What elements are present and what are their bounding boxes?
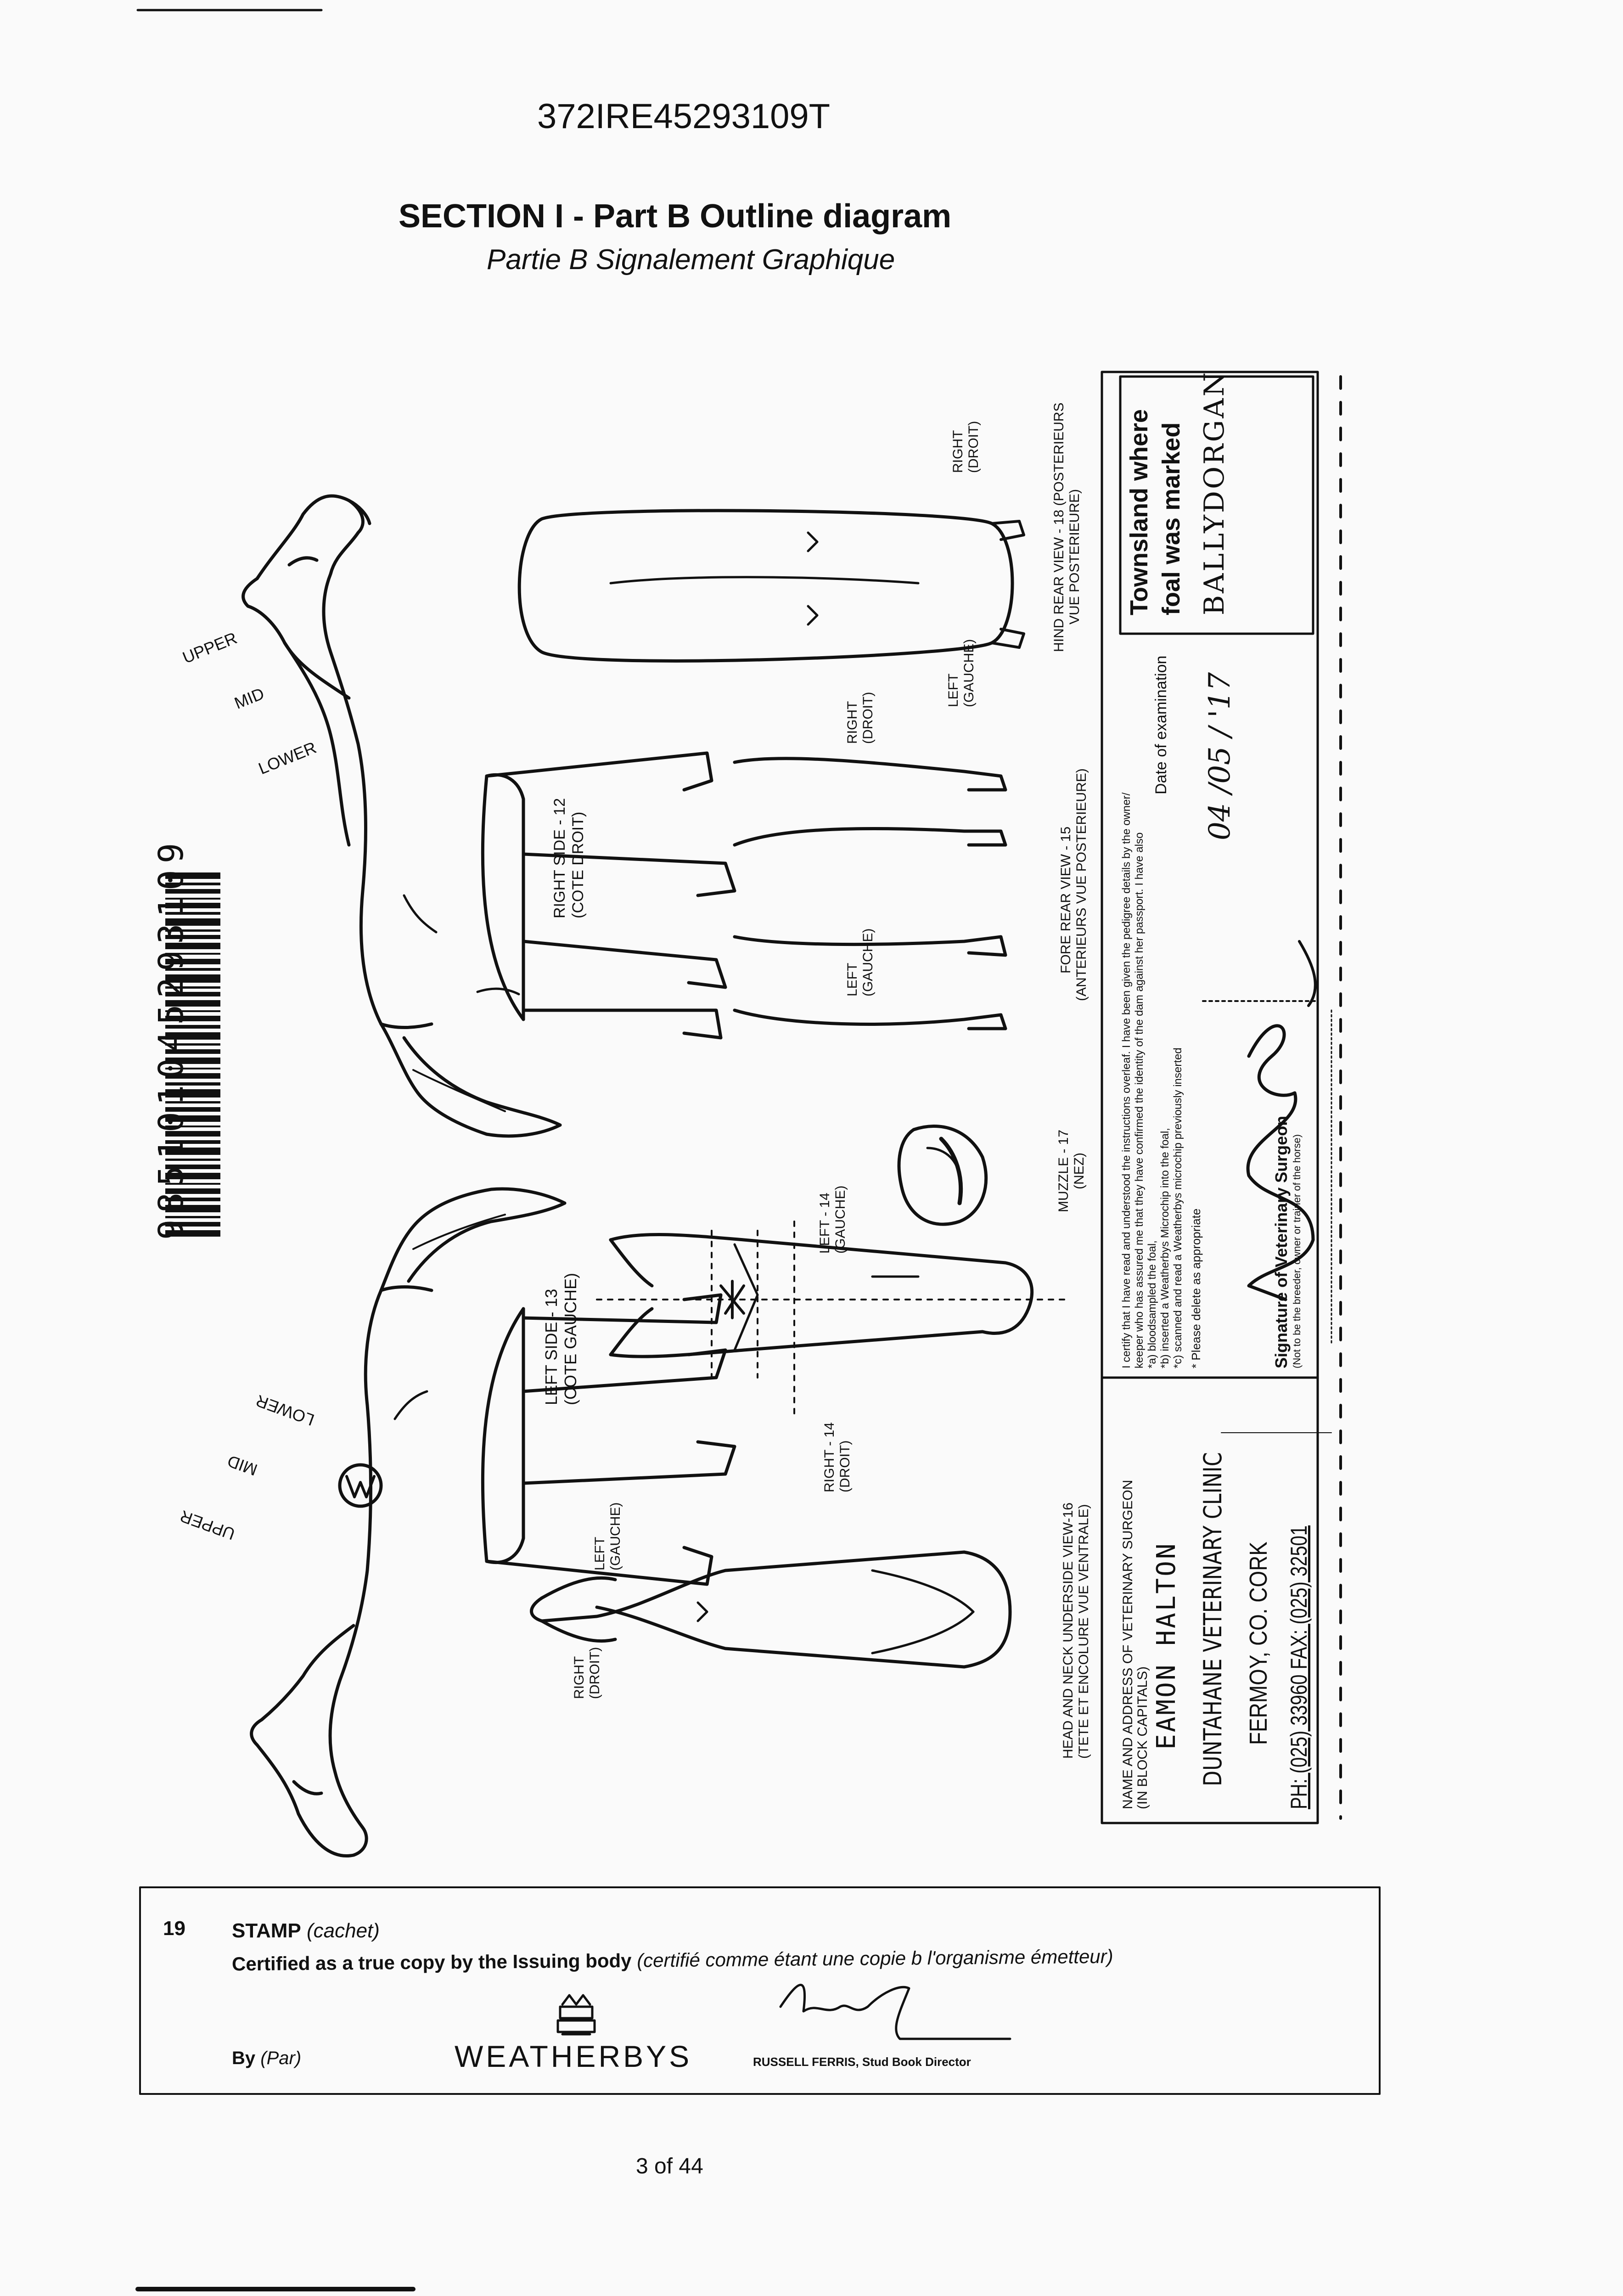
muzzle-outline [899, 1126, 986, 1225]
label-head-right: RIGHT - 14 [822, 1422, 837, 1492]
delete-note: * Please delete as appropriate [1189, 1208, 1203, 1368]
label-mid-top: MID [231, 684, 267, 713]
label-fore-left-fr: (GAUCHE) [860, 928, 876, 996]
label-lower-top: LOWER [255, 737, 319, 778]
section-subtitle: Partie B Signalement Graphique [487, 244, 895, 276]
label-hind-left: LEFT [946, 673, 961, 707]
label-head-right-fr: (DROIT) [837, 1440, 853, 1492]
hind-rear-view-outline [519, 511, 1024, 661]
label-mid-bottom: MID [225, 1451, 260, 1480]
stamp-by-fr: (Par) [260, 2048, 302, 2068]
cert-option-b: *b) inserted a Weatherbys Microchip into the foal, [1159, 1128, 1171, 1368]
vet-name: EAMON HALTON [1151, 1542, 1181, 1750]
label-hind-left-fr: (GAUCHE) [961, 639, 977, 707]
clinic-phone: PH: (025) 33960 FAX: (025) 32501 [1286, 1525, 1312, 1809]
vet-heading-2: (IN BLOCK CAPITALS) [1135, 1666, 1150, 1809]
weatherbys-wordmark: WEATHERBYS [455, 2039, 692, 2073]
label-upper-top: UPPER [180, 628, 240, 667]
label-hind-view-fr: VUE POSTERIEURE) [1067, 489, 1082, 625]
label-hind-right: RIGHT [950, 430, 966, 473]
left-side-horse-outline [252, 1189, 735, 1856]
cert-line-1: I certify that I have read and understood the instructions overleaf. I have been given the pedigree details by the owner/ [1120, 792, 1133, 1368]
label-hind-right-fr: (DROIT) [966, 421, 981, 473]
stud-book-director-signature [781, 1985, 1010, 2039]
date-label: Date of examination [1152, 655, 1170, 794]
stamp-certified-fr: (certifié comme étant une copie b l'organisme émetteur) [636, 1945, 1113, 1971]
section-title: SECTION I - Part B Outline diagram [399, 198, 952, 235]
stamp-title-en: STAMP [232, 1919, 301, 1942]
cert-option-c: *c) scanned and read a Weatherbys microchip previously inserted [1172, 1047, 1184, 1368]
label-fore-view: FORE REAR VIEW - 15 [1058, 826, 1073, 974]
stamp-signatory: RUSSELL FERRIS, Stud Book Director [753, 2055, 971, 2069]
signature-note: (Not to be the breeder, owner or trainer of the horse) [1291, 1134, 1303, 1368]
label-upper-bottom: UPPER [177, 1506, 238, 1544]
label-head-left: LEFT - 14 [817, 1193, 832, 1254]
barcode-number: 985101045293109 [152, 836, 191, 1240]
label-fore-right: RIGHT [845, 701, 860, 744]
label-left-side-fr: (COTE GAUCHE) [561, 1273, 580, 1405]
right-side-horse-outline [243, 496, 735, 1136]
page-number: 3 of 44 [636, 2154, 703, 2178]
label-neck-right-fr: (DROIT) [587, 1647, 602, 1699]
stamp-by-en: By [232, 2048, 256, 2068]
label-fore-left: LEFT [845, 962, 860, 996]
label-right-side-fr: (COTE DROIT) [569, 811, 587, 918]
stamp-title [232, 1919, 380, 1942]
cert-option-a: *a) bloodsampled the foal, [1146, 1240, 1158, 1368]
cert-line-2: keeper who has assured me that they have confirmed the identity of the dam against her passport. I have also [1133, 832, 1146, 1368]
stamp-number: 19 [163, 1917, 185, 1940]
label-left-side: LEFT SIDE - 13 [542, 1289, 561, 1405]
weatherbys-crest-icon [558, 1995, 595, 2034]
clinic-address: FERMOY, CO. CORK [1245, 1542, 1272, 1745]
label-neck-right: RIGHT [572, 1656, 587, 1699]
townland-label-2: foal was marked [1157, 422, 1185, 615]
label-hind-view: HIND REAR VIEW - 18 (POSTERIEURS [1051, 402, 1067, 652]
label-lower-bottom: LOWER [253, 1391, 317, 1430]
date-value: 04 /05 / '17 [1203, 672, 1237, 840]
townland-value: BALLYDORGAN [1198, 370, 1230, 615]
label-neck-left-fr: (GAUCHE) [608, 1502, 623, 1570]
label-head-left-fr: (GAUCHE) [833, 1185, 848, 1254]
label-muzzle: MUZZLE - 17 [1056, 1129, 1071, 1212]
stamp-title-fr: (cachet) [306, 1919, 380, 1942]
signature-label: Signature of Veterinary Surgeon [1272, 1115, 1291, 1368]
label-fore-view-fr: (ANTERIEURS VUE POSTERIEURE) [1074, 768, 1089, 1001]
label-neck-left: LEFT [592, 1536, 607, 1570]
stamp-certified-en: Certified as a true copy by the Issuing body [231, 1949, 632, 1975]
clinic-name: DUNTAHANE VETERINARY CLINIC [1198, 1452, 1227, 1786]
reference-number: 372IRE45293109T [537, 97, 831, 136]
label-right-side: RIGHT SIDE - 12 [551, 798, 568, 918]
label-fore-right-fr: (DROIT) [860, 692, 876, 744]
townland-label-1: Townsland where [1125, 409, 1153, 615]
label-muzzle-fr: (NEZ) [1072, 1153, 1087, 1189]
label-neck-view: HEAD AND NECK UNDERSIDE VIEW-16 [1061, 1503, 1076, 1759]
vet-heading: NAME AND ADDRESS OF VETERINARY SURGEON [1120, 1480, 1135, 1809]
stamp-by [232, 2048, 301, 2069]
label-neck-view-fr: (TETE ET ENCOLURE VUE VENTRALE) [1076, 1504, 1091, 1759]
